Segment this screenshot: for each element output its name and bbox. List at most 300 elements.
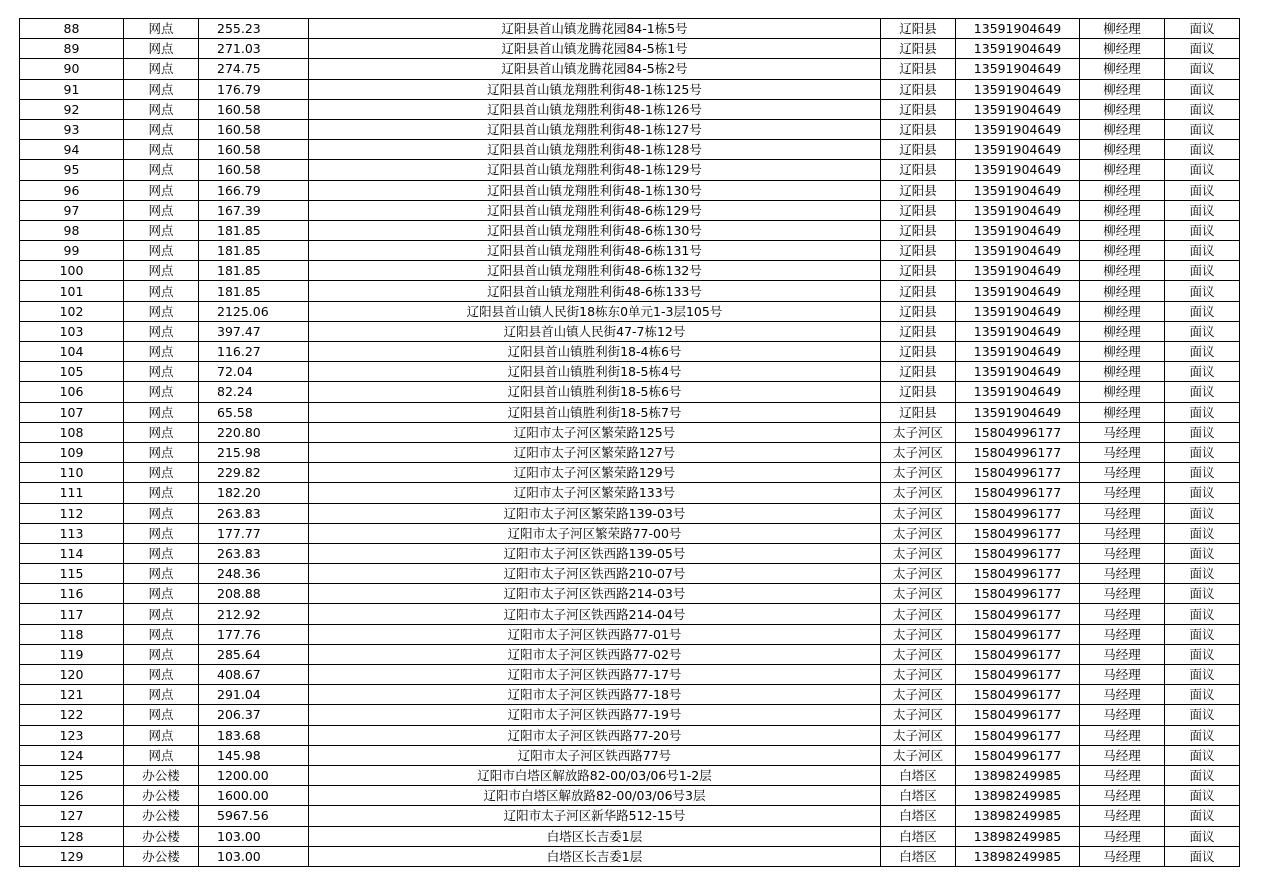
phone-cell: 13591904649: [956, 39, 1080, 59]
phone-cell: 13591904649: [956, 241, 1080, 261]
address-cell: 辽阳县首山镇龙翔胜利街48-6栋130号: [309, 220, 881, 240]
price-cell: 面议: [1165, 261, 1240, 281]
phone-cell: 13898249985: [956, 786, 1080, 806]
price-cell: 面议: [1165, 402, 1240, 422]
price-cell: 面议: [1165, 543, 1240, 563]
row-number-cell: 109: [20, 442, 124, 462]
price-cell: 面议: [1165, 99, 1240, 119]
area-cell: 181.85: [199, 241, 309, 261]
district-cell: 太子河区: [881, 745, 956, 765]
row-number-cell: 96: [20, 180, 124, 200]
address-cell: 辽阳市太子河区铁西路77-01号: [309, 624, 881, 644]
contact-cell: 马经理: [1080, 523, 1165, 543]
price-cell: 面议: [1165, 523, 1240, 543]
price-cell: 面议: [1165, 281, 1240, 301]
property-type-cell: 网点: [124, 261, 199, 281]
price-cell: 面议: [1165, 644, 1240, 664]
phone-cell: 15804996177: [956, 745, 1080, 765]
property-type-cell: 网点: [124, 382, 199, 402]
area-cell: 160.58: [199, 140, 309, 160]
table-row: [20, 786, 1240, 806]
price-cell: 面议: [1165, 59, 1240, 79]
table-row: [20, 543, 1240, 563]
property-type-cell: 网点: [124, 463, 199, 483]
contact-cell: 马经理: [1080, 584, 1165, 604]
table-row: [20, 745, 1240, 765]
price-cell: 面议: [1165, 362, 1240, 382]
area-cell: 397.47: [199, 321, 309, 341]
contact-cell: 柳经理: [1080, 261, 1165, 281]
table-row: [20, 382, 1240, 402]
contact-cell: 马经理: [1080, 786, 1165, 806]
phone-cell: 13591904649: [956, 59, 1080, 79]
phone-cell: 15804996177: [956, 463, 1080, 483]
table-row: [20, 241, 1240, 261]
phone-cell: 13591904649: [956, 140, 1080, 160]
phone-cell: 15804996177: [956, 665, 1080, 685]
table-row: [20, 59, 1240, 79]
district-cell: 太子河区: [881, 442, 956, 462]
property-type-cell: 网点: [124, 99, 199, 119]
address-cell: 辽阳县首山镇胜利街18-4栋6号: [309, 342, 881, 362]
contact-cell: 马经理: [1080, 806, 1165, 826]
district-cell: 辽阳县: [881, 241, 956, 261]
property-type-cell: 网点: [124, 39, 199, 59]
property-type-cell: 网点: [124, 543, 199, 563]
area-cell: 116.27: [199, 342, 309, 362]
row-number-cell: 119: [20, 644, 124, 664]
row-number-cell: 91: [20, 79, 124, 99]
district-cell: 辽阳县: [881, 281, 956, 301]
district-cell: 辽阳县: [881, 140, 956, 160]
district-cell: 辽阳县: [881, 200, 956, 220]
address-cell: 辽阳市太子河区繁荣路139-03号: [309, 503, 881, 523]
property-type-cell: 网点: [124, 19, 199, 39]
contact-cell: 柳经理: [1080, 362, 1165, 382]
contact-cell: 柳经理: [1080, 342, 1165, 362]
district-cell: 太子河区: [881, 422, 956, 442]
district-cell: 辽阳县: [881, 301, 956, 321]
row-number-cell: 104: [20, 342, 124, 362]
table-row: [20, 765, 1240, 785]
price-cell: 面议: [1165, 826, 1240, 846]
price-cell: 面议: [1165, 19, 1240, 39]
table-row: [20, 19, 1240, 39]
address-cell: 辽阳市太子河区铁西路77-17号: [309, 665, 881, 685]
property-type-cell: 网点: [124, 140, 199, 160]
contact-cell: 马经理: [1080, 503, 1165, 523]
address-cell: 辽阳县首山镇胜利街18-5栋6号: [309, 382, 881, 402]
area-cell: 263.83: [199, 503, 309, 523]
contact-cell: 马经理: [1080, 644, 1165, 664]
contact-cell: 马经理: [1080, 725, 1165, 745]
phone-cell: 13898249985: [956, 765, 1080, 785]
price-cell: 面议: [1165, 584, 1240, 604]
contact-cell: 马经理: [1080, 483, 1165, 503]
property-type-cell: 网点: [124, 79, 199, 99]
row-number-cell: 118: [20, 624, 124, 644]
row-number-cell: 108: [20, 422, 124, 442]
area-cell: 65.58: [199, 402, 309, 422]
district-cell: 白塔区: [881, 826, 956, 846]
price-cell: 面议: [1165, 846, 1240, 866]
area-cell: 176.79: [199, 79, 309, 99]
row-number-cell: 100: [20, 261, 124, 281]
phone-cell: 15804996177: [956, 564, 1080, 584]
address-cell: 辽阳市太子河区铁西路77-18号: [309, 685, 881, 705]
address-cell: 辽阳县首山镇人民街18栋东0单元1-3层105号: [309, 301, 881, 321]
district-cell: 太子河区: [881, 523, 956, 543]
area-cell: 271.03: [199, 39, 309, 59]
phone-cell: 15804996177: [956, 442, 1080, 462]
district-cell: 辽阳县: [881, 402, 956, 422]
table-row: [20, 665, 1240, 685]
table-row: [20, 321, 1240, 341]
table-row: [20, 584, 1240, 604]
table-row: [20, 725, 1240, 745]
area-cell: 5967.56: [199, 806, 309, 826]
address-cell: 辽阳市白塔区解放路82-00/03/06号1-2层: [309, 765, 881, 785]
address-cell: 辽阳县首山镇龙翔胜利街48-6栋133号: [309, 281, 881, 301]
price-cell: 面议: [1165, 382, 1240, 402]
table-row: [20, 705, 1240, 725]
table-row: [20, 685, 1240, 705]
row-number-cell: 105: [20, 362, 124, 382]
phone-cell: 13898249985: [956, 846, 1080, 866]
property-type-cell: 网点: [124, 160, 199, 180]
row-number-cell: 126: [20, 786, 124, 806]
phone-cell: 13591904649: [956, 220, 1080, 240]
property-type-cell: 网点: [124, 342, 199, 362]
contact-cell: 马经理: [1080, 705, 1165, 725]
row-number-cell: 101: [20, 281, 124, 301]
area-cell: 263.83: [199, 543, 309, 563]
phone-cell: 15804996177: [956, 624, 1080, 644]
table-row: [20, 220, 1240, 240]
address-cell: 辽阳县首山镇龙翔胜利街48-6栋129号: [309, 200, 881, 220]
address-cell: 辽阳市太子河区繁荣路129号: [309, 463, 881, 483]
address-cell: 辽阳县首山镇龙腾花园84-1栋5号: [309, 19, 881, 39]
area-cell: 103.00: [199, 826, 309, 846]
contact-cell: 马经理: [1080, 846, 1165, 866]
price-cell: 面议: [1165, 463, 1240, 483]
district-cell: 辽阳县: [881, 59, 956, 79]
price-cell: 面议: [1165, 665, 1240, 685]
price-cell: 面议: [1165, 806, 1240, 826]
property-type-cell: 网点: [124, 483, 199, 503]
area-cell: 229.82: [199, 463, 309, 483]
contact-cell: 马经理: [1080, 604, 1165, 624]
district-cell: 白塔区: [881, 765, 956, 785]
table-row: [20, 281, 1240, 301]
phone-cell: 13591904649: [956, 19, 1080, 39]
area-cell: 408.67: [199, 665, 309, 685]
district-cell: 辽阳县: [881, 19, 956, 39]
property-type-cell: 网点: [124, 362, 199, 382]
address-cell: 辽阳市太子河区繁荣路77-00号: [309, 523, 881, 543]
phone-cell: 13591904649: [956, 301, 1080, 321]
district-cell: 辽阳县: [881, 160, 956, 180]
row-number-cell: 129: [20, 846, 124, 866]
address-cell: 辽阳县首山镇胜利街18-5栋7号: [309, 402, 881, 422]
address-cell: 辽阳县首山镇龙翔胜利街48-1栋127号: [309, 119, 881, 139]
phone-cell: 15804996177: [956, 725, 1080, 745]
phone-cell: 13591904649: [956, 180, 1080, 200]
area-cell: 215.98: [199, 442, 309, 462]
property-type-cell: 网点: [124, 584, 199, 604]
table-row: [20, 523, 1240, 543]
address-cell: 辽阳市太子河区铁西路77号: [309, 745, 881, 765]
row-number-cell: 110: [20, 463, 124, 483]
phone-cell: 13591904649: [956, 261, 1080, 281]
price-cell: 面议: [1165, 604, 1240, 624]
phone-cell: 13898249985: [956, 806, 1080, 826]
district-cell: 白塔区: [881, 806, 956, 826]
address-cell: 辽阳县首山镇龙腾花园84-5栋2号: [309, 59, 881, 79]
contact-cell: 柳经理: [1080, 180, 1165, 200]
contact-cell: 马经理: [1080, 765, 1165, 785]
phone-cell: 13591904649: [956, 160, 1080, 180]
property-type-cell: 网点: [124, 321, 199, 341]
price-cell: 面议: [1165, 786, 1240, 806]
row-number-cell: 125: [20, 765, 124, 785]
row-number-cell: 113: [20, 523, 124, 543]
table-row: [20, 604, 1240, 624]
phone-cell: 15804996177: [956, 483, 1080, 503]
area-cell: 160.58: [199, 160, 309, 180]
table-row: [20, 826, 1240, 846]
table-row: [20, 160, 1240, 180]
property-type-cell: 办公楼: [124, 806, 199, 826]
table-row: [20, 564, 1240, 584]
price-cell: 面议: [1165, 119, 1240, 139]
listing-table: [19, 18, 1240, 867]
property-type-cell: 网点: [124, 402, 199, 422]
contact-cell: 马经理: [1080, 665, 1165, 685]
address-cell: 辽阳市太子河区繁荣路127号: [309, 442, 881, 462]
address-cell: 辽阳县首山镇胜利街18-5栋4号: [309, 362, 881, 382]
phone-cell: 15804996177: [956, 604, 1080, 624]
district-cell: 太子河区: [881, 665, 956, 685]
phone-cell: 13591904649: [956, 382, 1080, 402]
district-cell: 太子河区: [881, 584, 956, 604]
price-cell: 面议: [1165, 422, 1240, 442]
phone-cell: 13591904649: [956, 362, 1080, 382]
district-cell: 辽阳县: [881, 261, 956, 281]
contact-cell: 柳经理: [1080, 59, 1165, 79]
phone-cell: 13591904649: [956, 342, 1080, 362]
area-cell: 208.88: [199, 584, 309, 604]
address-cell: 辽阳市太子河区铁西路214-04号: [309, 604, 881, 624]
contact-cell: 柳经理: [1080, 19, 1165, 39]
table-row: [20, 342, 1240, 362]
row-number-cell: 102: [20, 301, 124, 321]
row-number-cell: 128: [20, 826, 124, 846]
district-cell: 辽阳县: [881, 79, 956, 99]
contact-cell: 柳经理: [1080, 402, 1165, 422]
table-row: [20, 301, 1240, 321]
district-cell: 白塔区: [881, 786, 956, 806]
address-cell: 辽阳县首山镇龙翔胜利街48-1栋126号: [309, 99, 881, 119]
property-type-cell: 网点: [124, 442, 199, 462]
row-number-cell: 112: [20, 503, 124, 523]
address-cell: 辽阳市白塔区解放路82-00/03/06号3层: [309, 786, 881, 806]
table-row: [20, 463, 1240, 483]
area-cell: 291.04: [199, 685, 309, 705]
table-row: [20, 39, 1240, 59]
address-cell: 辽阳县首山镇龙翔胜利街48-1栋125号: [309, 79, 881, 99]
property-type-cell: 网点: [124, 523, 199, 543]
property-type-cell: 网点: [124, 644, 199, 664]
price-cell: 面议: [1165, 301, 1240, 321]
area-cell: 212.92: [199, 604, 309, 624]
price-cell: 面议: [1165, 160, 1240, 180]
address-cell: 辽阳市太子河区繁荣路125号: [309, 422, 881, 442]
area-cell: 248.36: [199, 564, 309, 584]
phone-cell: 13591904649: [956, 200, 1080, 220]
table-row: [20, 846, 1240, 866]
phone-cell: 15804996177: [956, 543, 1080, 563]
row-number-cell: 120: [20, 665, 124, 685]
district-cell: 太子河区: [881, 685, 956, 705]
district-cell: 太子河区: [881, 503, 956, 523]
contact-cell: 柳经理: [1080, 79, 1165, 99]
price-cell: 面议: [1165, 200, 1240, 220]
table-row: [20, 99, 1240, 119]
contact-cell: 马经理: [1080, 826, 1165, 846]
address-cell: 辽阳市太子河区铁西路77-20号: [309, 725, 881, 745]
area-cell: 181.85: [199, 281, 309, 301]
row-number-cell: 92: [20, 99, 124, 119]
area-cell: 182.20: [199, 483, 309, 503]
phone-cell: 15804996177: [956, 705, 1080, 725]
contact-cell: 柳经理: [1080, 200, 1165, 220]
address-cell: 辽阳市太子河区铁西路77-19号: [309, 705, 881, 725]
phone-cell: 15804996177: [956, 422, 1080, 442]
area-cell: 166.79: [199, 180, 309, 200]
row-number-cell: 90: [20, 59, 124, 79]
phone-cell: 15804996177: [956, 523, 1080, 543]
table-row: [20, 79, 1240, 99]
table-row: [20, 644, 1240, 664]
price-cell: 面议: [1165, 39, 1240, 59]
area-cell: 2125.06: [199, 301, 309, 321]
area-cell: 103.00: [199, 846, 309, 866]
phone-cell: 15804996177: [956, 685, 1080, 705]
address-cell: 辽阳市太子河区新华路512-15号: [309, 806, 881, 826]
district-cell: 辽阳县: [881, 220, 956, 240]
property-type-cell: 网点: [124, 422, 199, 442]
property-type-cell: 网点: [124, 200, 199, 220]
address-cell: 辽阳县首山镇龙翔胜利街48-1栋130号: [309, 180, 881, 200]
property-type-cell: 办公楼: [124, 765, 199, 785]
price-cell: 面议: [1165, 685, 1240, 705]
area-cell: 181.85: [199, 220, 309, 240]
address-cell: 辽阳县首山镇龙翔胜利街48-1栋129号: [309, 160, 881, 180]
row-number-cell: 122: [20, 705, 124, 725]
contact-cell: 马经理: [1080, 564, 1165, 584]
contact-cell: 柳经理: [1080, 220, 1165, 240]
area-cell: 82.24: [199, 382, 309, 402]
row-number-cell: 98: [20, 220, 124, 240]
area-cell: 160.58: [199, 99, 309, 119]
address-cell: 白塔区长吉委1层: [309, 846, 881, 866]
district-cell: 太子河区: [881, 725, 956, 745]
property-type-cell: 网点: [124, 564, 199, 584]
phone-cell: 15804996177: [956, 503, 1080, 523]
area-cell: 1600.00: [199, 786, 309, 806]
property-type-cell: 办公楼: [124, 786, 199, 806]
district-cell: 太子河区: [881, 624, 956, 644]
row-number-cell: 117: [20, 604, 124, 624]
phone-cell: 13898249985: [956, 826, 1080, 846]
phone-cell: 13591904649: [956, 402, 1080, 422]
district-cell: 辽阳县: [881, 119, 956, 139]
row-number-cell: 95: [20, 160, 124, 180]
district-cell: 太子河区: [881, 644, 956, 664]
contact-cell: 马经理: [1080, 543, 1165, 563]
area-cell: 1200.00: [199, 765, 309, 785]
area-cell: 274.75: [199, 59, 309, 79]
address-cell: 辽阳市太子河区繁荣路133号: [309, 483, 881, 503]
row-number-cell: 127: [20, 806, 124, 826]
district-cell: 辽阳县: [881, 39, 956, 59]
district-cell: 太子河区: [881, 564, 956, 584]
address-cell: 辽阳市太子河区铁西路77-02号: [309, 644, 881, 664]
property-type-cell: 网点: [124, 180, 199, 200]
area-cell: 181.85: [199, 261, 309, 281]
district-cell: 辽阳县: [881, 180, 956, 200]
row-number-cell: 88: [20, 19, 124, 39]
address-cell: 辽阳县首山镇龙翔胜利街48-6栋131号: [309, 241, 881, 261]
property-type-cell: 网点: [124, 745, 199, 765]
address-cell: 辽阳县首山镇龙翔胜利街48-1栋128号: [309, 140, 881, 160]
district-cell: 白塔区: [881, 846, 956, 866]
table-row: [20, 180, 1240, 200]
row-number-cell: 116: [20, 584, 124, 604]
area-cell: 183.68: [199, 725, 309, 745]
table-row: [20, 261, 1240, 281]
district-cell: 太子河区: [881, 543, 956, 563]
property-type-cell: 网点: [124, 220, 199, 240]
contact-cell: 马经理: [1080, 745, 1165, 765]
row-number-cell: 89: [20, 39, 124, 59]
contact-cell: 马经理: [1080, 463, 1165, 483]
property-type-cell: 网点: [124, 301, 199, 321]
price-cell: 面议: [1165, 564, 1240, 584]
district-cell: 太子河区: [881, 705, 956, 725]
table-row: [20, 422, 1240, 442]
price-cell: 面议: [1165, 725, 1240, 745]
row-number-cell: 93: [20, 119, 124, 139]
price-cell: 面议: [1165, 745, 1240, 765]
table-row: [20, 483, 1240, 503]
property-type-cell: 网点: [124, 665, 199, 685]
district-cell: 辽阳县: [881, 362, 956, 382]
phone-cell: 13591904649: [956, 99, 1080, 119]
row-number-cell: 123: [20, 725, 124, 745]
phone-cell: 13591904649: [956, 281, 1080, 301]
district-cell: 辽阳县: [881, 382, 956, 402]
row-number-cell: 114: [20, 543, 124, 563]
area-cell: 255.23: [199, 19, 309, 39]
contact-cell: 柳经理: [1080, 119, 1165, 139]
contact-cell: 马经理: [1080, 442, 1165, 462]
row-number-cell: 107: [20, 402, 124, 422]
price-cell: 面议: [1165, 180, 1240, 200]
price-cell: 面议: [1165, 241, 1240, 261]
phone-cell: 15804996177: [956, 584, 1080, 604]
